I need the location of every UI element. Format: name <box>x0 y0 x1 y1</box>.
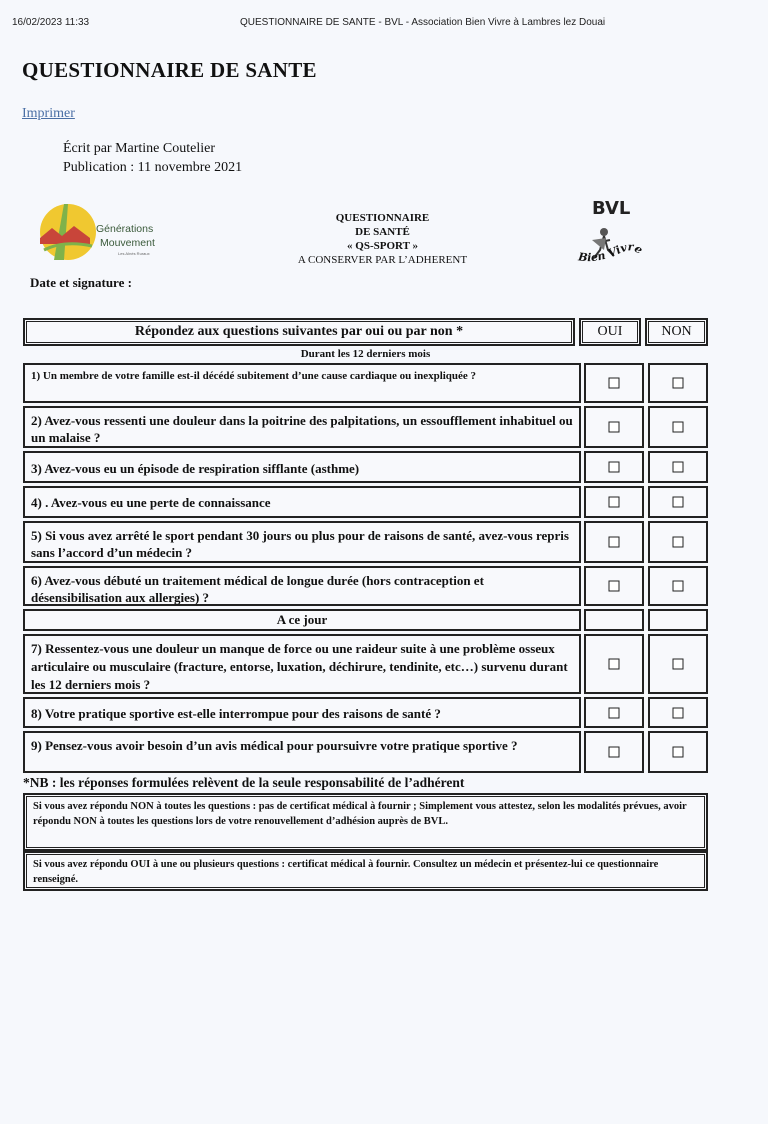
q4-oui-cell <box>584 486 644 518</box>
q9-non-cell <box>648 731 708 773</box>
q5-oui-checkbox[interactable] <box>609 537 620 548</box>
period-row-1 <box>23 346 708 362</box>
question-4-text: 4) . Avez-vous eu une perte de connaissance <box>31 495 271 510</box>
q2-oui-checkbox[interactable] <box>609 422 620 433</box>
q9-oui-checkbox[interactable] <box>609 747 620 758</box>
print-datetime: 16/02/2023 11:33 <box>12 17 90 28</box>
q7-oui-checkbox[interactable] <box>609 659 620 670</box>
q8-oui-cell <box>584 697 644 728</box>
instruction-cell <box>23 318 575 346</box>
question-5 <box>23 521 581 563</box>
period-row-2 <box>23 609 581 631</box>
col-yes-label: OUI <box>597 324 623 339</box>
form-title-line1: QUESTIONNAIRE <box>335 212 430 224</box>
gm-line2: Mouvement <box>100 237 155 249</box>
col-header-no <box>645 318 708 346</box>
col-no-label: NON <box>661 324 692 339</box>
q6-non-checkbox[interactable] <box>673 581 684 592</box>
bvl-logo <box>556 192 656 292</box>
q5-oui-cell <box>584 521 644 563</box>
q5-non-checkbox[interactable] <box>673 537 684 548</box>
period-row-2-oui-cell <box>584 609 644 631</box>
question-3 <box>23 451 581 483</box>
page-title: QUESTIONNAIRE DE SANTE <box>22 58 317 82</box>
question-9 <box>23 731 581 773</box>
question-8-text: 8) Votre pratique sportive est-elle interrompue pour des raisons de santé ? <box>31 706 441 721</box>
q9-oui-cell <box>584 731 644 773</box>
q2-non-checkbox[interactable] <box>673 422 684 433</box>
question-6 <box>23 566 581 606</box>
bvl-sub: Bien Vivre <box>577 240 646 265</box>
gm-line1: Générations <box>96 223 154 235</box>
q7-non-cell <box>648 634 708 694</box>
q3-non-checkbox[interactable] <box>673 462 684 473</box>
q2-non-cell <box>648 406 708 448</box>
question-6-text: 6) Avez-vous débuté un traitement médical de longue durée (hors contraception et désensibilisation aux allergies) ? <box>31 573 484 605</box>
q1-non-checkbox[interactable] <box>673 378 684 389</box>
question-2-text: 2) Avez-vous ressenti une douleur dans la poitrine des palpitations, un essoufflement inhabituel ou un malaise ? <box>31 413 573 445</box>
nb-notice: *NB : les réponses formulées relèvent de la seule responsabilité de l’adhérent <box>23 775 465 790</box>
q6-oui-cell <box>584 566 644 606</box>
print-page-title: QUESTIONNAIRE DE SANTE - BVL - Association Bien Vivre à Lambres lez Douai <box>240 17 606 28</box>
gm-sub: Les Aînés Ruraux <box>118 251 150 256</box>
date-signature-label: Date et signature : <box>30 275 132 290</box>
q3-non-cell <box>648 451 708 483</box>
q3-oui-checkbox[interactable] <box>609 462 620 473</box>
form-title-line2: DE SANTÉ <box>355 226 410 238</box>
form-title-block <box>270 211 495 267</box>
question-4 <box>23 486 581 518</box>
note-all-no <box>23 793 708 851</box>
question-2 <box>23 406 581 448</box>
publication-date: Publication : 11 novembre 2021 <box>63 160 243 175</box>
generations-mouvement-logo <box>34 200 164 270</box>
q7-oui-cell <box>584 634 644 694</box>
q1-oui-checkbox[interactable] <box>609 378 620 389</box>
q4-oui-checkbox[interactable] <box>609 497 620 508</box>
q7-non-checkbox[interactable] <box>673 659 684 670</box>
print-link[interactable]: Imprimer <box>22 106 75 121</box>
q1-non-cell <box>648 363 708 403</box>
q5-non-cell <box>648 521 708 563</box>
question-8 <box>23 697 581 728</box>
q4-non-cell <box>648 486 708 518</box>
q8-oui-checkbox[interactable] <box>609 707 620 718</box>
q8-non-checkbox[interactable] <box>673 707 684 718</box>
period-row-2-non-cell <box>648 609 708 631</box>
generations-logo-icon <box>34 200 164 270</box>
q9-non-checkbox[interactable] <box>673 747 684 758</box>
question-7 <box>23 634 581 694</box>
bvl-logo-icon <box>556 192 656 292</box>
question-1 <box>23 363 581 403</box>
article-meta <box>63 139 242 177</box>
instruction-text: Répondez aux questions suivantes par oui ou par non * <box>134 324 464 339</box>
question-5-text: 5) Si vous avez arrêté le sport pendant 30 jours ou plus pour de raisons de santé, avez-vous repris sans l’accord d’un médecin ? <box>31 528 569 560</box>
period-label-1: Durant les 12 derniers mois <box>300 348 431 360</box>
form-title-line4: A CONSERVER PAR L’ADHERENT <box>297 254 468 266</box>
q1-oui-cell <box>584 363 644 403</box>
q8-non-cell <box>648 697 708 728</box>
q2-oui-cell <box>584 406 644 448</box>
q3-oui-cell <box>584 451 644 483</box>
period-label-2: A ce jour <box>276 612 328 627</box>
note-all-no-text: Si vous avez répondu NON à toutes les questions : pas de certificat médical à fournir ; Simplement vous attestez, selon les modalités prévues, avoir répondu NON à toutes les questions lors de votre renouvellement d’adhésion auprès de BVL. <box>33 801 687 827</box>
question-3-text: 3) Avez-vous eu un épisode de respiration sifflante (asthme) <box>31 461 360 476</box>
q4-non-checkbox[interactable] <box>673 497 684 508</box>
q6-non-cell <box>648 566 708 606</box>
bvl-title: BVL <box>592 198 631 219</box>
note-any-yes <box>23 851 708 891</box>
question-9-text: 9) Pensez-vous avoir besoin d’un avis médical pour poursuivre votre pratique sportive ? <box>31 738 518 753</box>
author-line: Écrit par Martine Coutelier <box>63 141 215 156</box>
question-7-text: 7) Ressentez-vous une douleur un manque de force ou une raideur suite à une problème osseux articulaire ou musculaire (fracture, entorse, luxation, déchirure, tendinite, etc…) survenu durant les 12 derniers mois ? <box>31 641 568 692</box>
question-1-text: 1) Un membre de votre famille est-il décédé subitement d’une cause cardiaque ou inexpliquée ? <box>31 370 477 382</box>
note-any-yes-text: Si vous avez répondu OUI à une ou plusieurs questions : certificat médical à fournir. Consultez un médecin et présentez-lui ce questionnaire renseigné. <box>33 859 659 885</box>
q6-oui-checkbox[interactable] <box>609 581 620 592</box>
col-header-yes <box>579 318 641 346</box>
form-title-line3: « QS-SPORT » <box>347 240 418 252</box>
